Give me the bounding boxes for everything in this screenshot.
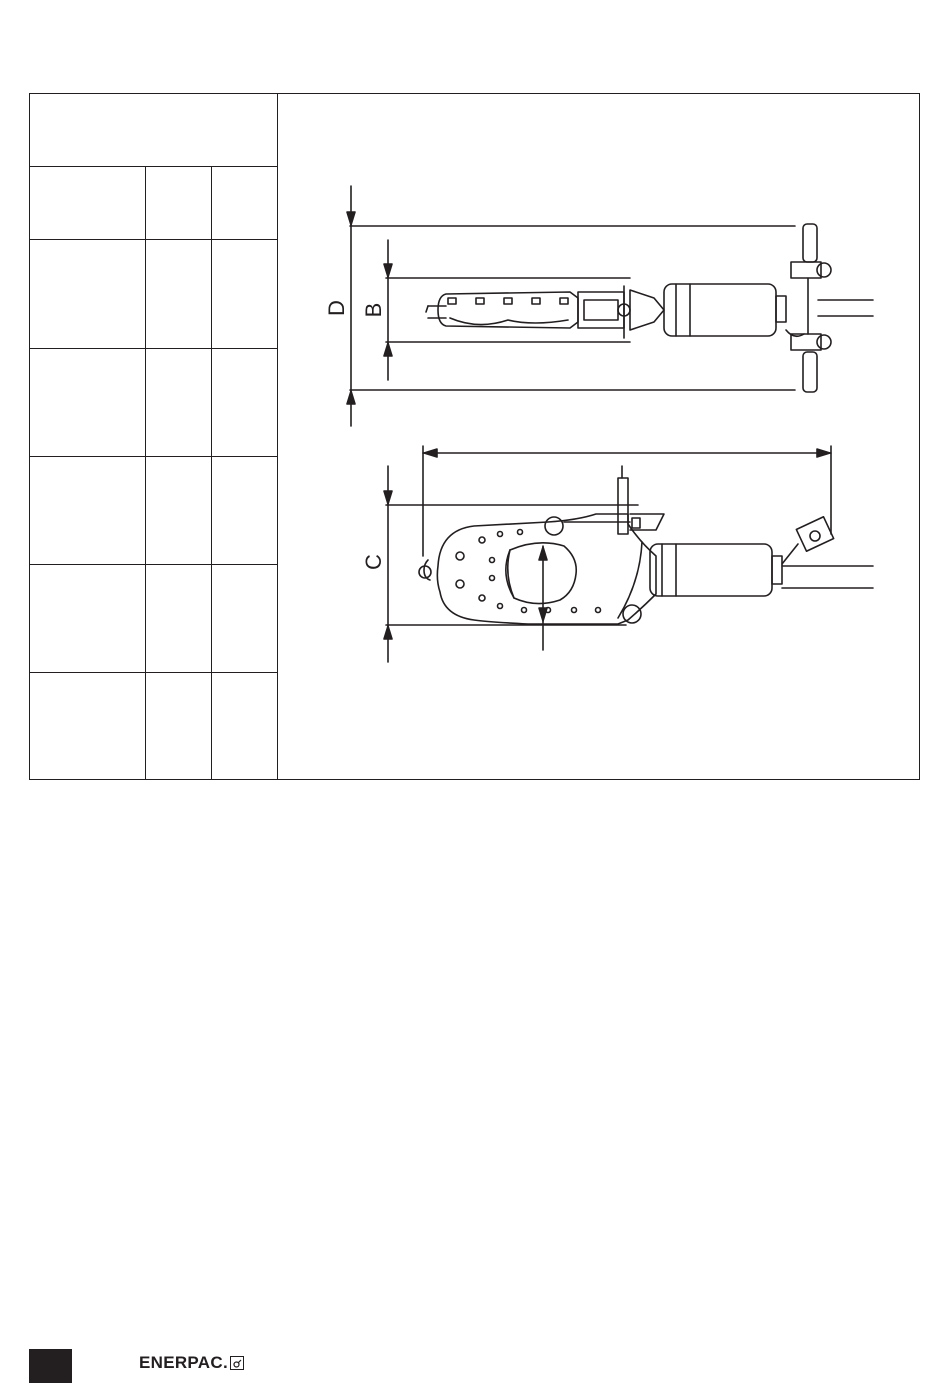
table-cell — [146, 167, 212, 239]
table-cell — [212, 565, 278, 672]
dim-b-arrow-bottom — [384, 343, 392, 356]
table-cell — [212, 673, 278, 779]
side-hole — [498, 532, 503, 537]
side-blade-edge — [508, 550, 514, 598]
table-row — [30, 457, 277, 565]
top-handle-knob — [817, 335, 831, 349]
dim-a-arrow-right — [817, 449, 830, 457]
side-hole — [498, 604, 503, 609]
spec-frame — [29, 93, 920, 780]
table-cell — [30, 565, 146, 672]
top-cylinder — [664, 284, 776, 336]
side-pivot-top — [545, 517, 563, 535]
table-cell — [212, 349, 278, 456]
side-rod — [618, 478, 628, 534]
table-cell — [146, 565, 212, 672]
side-hole — [572, 608, 577, 613]
drawing-svg — [278, 94, 919, 779]
bolt-detail — [504, 298, 512, 304]
table-cell — [146, 349, 212, 456]
page-tab — [29, 1349, 72, 1383]
top-hose-bend — [786, 330, 804, 336]
side-hole — [518, 530, 523, 535]
top-coupling — [630, 290, 664, 330]
side-view — [384, 446, 873, 662]
table-row — [30, 673, 277, 779]
bolt-detail — [532, 298, 540, 304]
dim-c-arrow-top — [384, 491, 392, 504]
bolt-detail — [448, 298, 456, 304]
dim-b-arrow-top — [384, 264, 392, 277]
brand-name: ENERPAC. — [139, 1353, 228, 1372]
dim-a-arrow-left — [424, 449, 437, 457]
side-hole — [490, 576, 495, 581]
top-frame-body — [578, 292, 624, 328]
table-header-row — [30, 167, 277, 240]
brand-logo — [139, 1353, 244, 1373]
side-hole — [546, 608, 551, 613]
top-cylinder-cap — [776, 296, 786, 322]
dim-d-arrow-top — [347, 212, 355, 225]
side-hole — [479, 595, 485, 601]
spec-table — [30, 94, 278, 779]
table-row — [30, 349, 277, 457]
top-view — [347, 186, 873, 426]
table-cell — [30, 349, 146, 456]
table-title-cell — [30, 94, 277, 167]
table-cell — [146, 240, 212, 348]
table-cell — [212, 167, 278, 239]
side-cylinder — [650, 544, 772, 596]
side-handle-arm — [782, 544, 798, 564]
table-cell — [30, 240, 146, 348]
top-jaw-curve — [450, 318, 568, 325]
table-cell — [30, 457, 146, 564]
side-hole — [479, 537, 485, 543]
dim-c-arrow-bottom — [384, 626, 392, 639]
table-cell — [30, 167, 146, 239]
brand-mark-icon — [230, 1356, 244, 1370]
top-handle-upper — [803, 224, 817, 262]
dim-label-b: B — [361, 302, 386, 318]
dim-label-d: D — [324, 300, 349, 316]
top-handle-knob — [817, 263, 831, 277]
side-hole — [490, 558, 495, 563]
table-cell — [30, 673, 146, 779]
side-cylinder-cap — [772, 556, 782, 584]
side-pivot-bottom — [623, 605, 641, 623]
side-handle — [796, 517, 833, 551]
dim-opening-arrow-top — [539, 547, 547, 560]
side-handle-knob — [810, 531, 820, 541]
side-rod-clip — [632, 518, 640, 528]
side-hole — [596, 608, 601, 613]
top-jaw-tip-detail — [426, 306, 428, 312]
side-bolt — [456, 580, 464, 588]
table-cell — [212, 240, 278, 348]
side-hole — [522, 608, 527, 613]
table-row — [30, 240, 277, 349]
bolt-detail — [560, 298, 568, 304]
side-bolt — [456, 552, 464, 560]
table-cell — [146, 673, 212, 779]
dim-d-arrow-bottom — [347, 391, 355, 404]
table-cell — [212, 457, 278, 564]
bolt-detail — [476, 298, 484, 304]
dim-label-c: C — [361, 554, 386, 570]
table-cell — [146, 457, 212, 564]
table-row — [30, 565, 277, 673]
top-frame-window — [584, 300, 618, 320]
tool-dimension-drawing — [278, 94, 919, 779]
top-handle-lower — [803, 352, 817, 392]
